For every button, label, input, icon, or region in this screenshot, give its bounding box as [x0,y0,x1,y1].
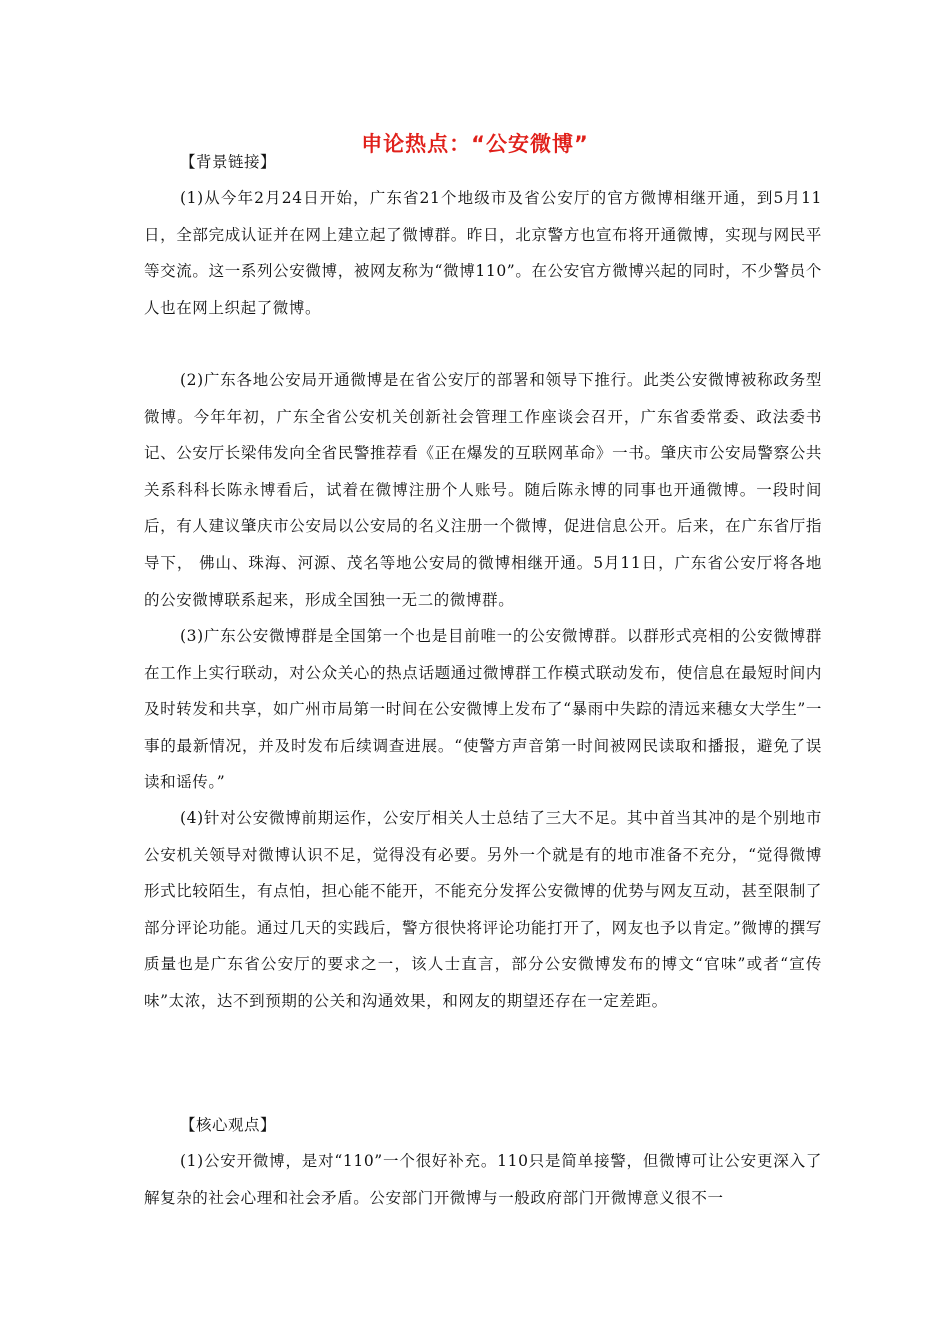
paragraph-5: (1)公安开微博，是对“110”一个很好补充。110只是简单接警，但微博可让公安更深入了解复杂的社会心理和社会矛盾。公安部门开微博与一般政府部门开微博意义很不一 [144,1152,822,1207]
section-heading-core: 【核心观点】 [180,1116,277,1134]
section-heading-background: 【背景链接】 [180,153,277,171]
paragraph-1: (1)从今年2月24日开始，广东省21个地级市及省公安厅的官方微博相继开通，到5月11日，全部完成认证并在网上建立起了微博群。昨日，北京警方也宣布将开通微博，实现与网民平等交流。这一系列公安微博，被网友称为“微博110”。在公安官方微博兴起的同时，不少警员个人也在网上织起了微博。 [144,189,822,317]
paragraph-3: (3)广东公安微博群是全国第一个也是目前唯一的公安微博群。以群形式亮相的公安微博群在工作上实行联动，对公众关心的热点话题通过微博群工作模式联动发布，使信息在最短时间内及时转发和共享，如广州市局第一时间在公安微博上发布了“暴雨中失踪的清远来穗女大学生”一事的最新情况，并及时发布后续调查进展。“使警方声音第一时间被网民读取和播报，避免了误读和谣传。” [144,627,822,792]
document-title: 申论热点：“公安微博” [361,132,589,156]
paragraph-2: (2)广东各地公安局开通微博是在省公安厅的部署和领导下推行。此类公安微博被称政务型微博。今年年初，广东全省公安机关创新社会管理工作座谈会召开，广东省委常委、政法委书记、公安厅长梁伟发向全省民警推荐看《正在爆发的互联网革命》一书。肇庆市公安局警察公共关系科科长陈永博看后，试着在微博注册个人账号。随后陈永博的同事也开通微博。一段时间后，有人建议肇庆市公安局以公安局的名义注册一个微博，促进信息公开。后来，在广东省厅指导下， 佛山、珠海、河源、茂名等地公安局的微博相继开通。5月11日，广东省公安厅将各地的公安微博联系起来，形成全国独一无二的微博群。 [144,371,822,609]
paragraph-4: (4)针对公安微博前期运作，公安厅相关人士总结了三大不足。其中首当其冲的是个别地市公安机关领导对微博认识不足，觉得没有必要。另外一个就是有的地市准备不充分，“觉得微博形式比较陌生，有点怕，担心能不能开，不能充分发挥公安微博的优势与网友互动，甚至限制了部分评论功能。通过几天的实践后，警方很快将评论功能打开了，网友也予以肯定。”微博的撰写质量也是广东省公安厅的要求之一，该人士直言，部分公安微博发布的博文“官味”或者“宣传味”太浓，达不到预期的公关和沟通效果，和网友的期望还存在一定差距。 [144,809,822,1010]
